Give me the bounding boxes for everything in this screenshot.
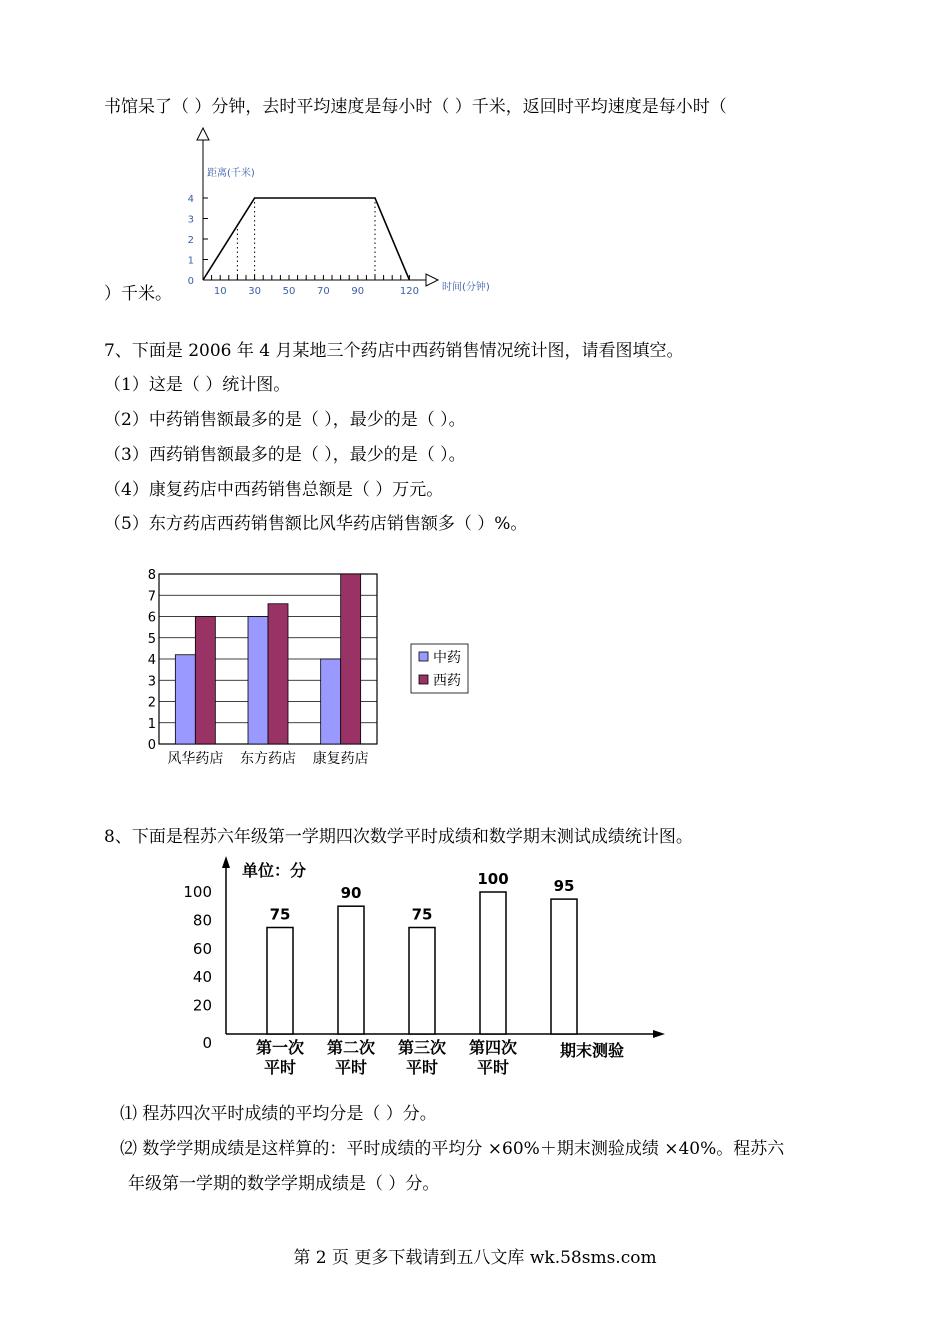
score-bar xyxy=(267,928,293,1035)
q7-intro: 7、下面是 2006 年 4 月某地三个药店中西药销售情况统计图，请看图填空。 xyxy=(104,341,684,361)
score-bar xyxy=(409,928,435,1035)
bar-xiyao xyxy=(195,617,215,745)
category-label: 第二次 xyxy=(326,1038,376,1057)
y-tick-label: 2 xyxy=(187,235,194,246)
category-label: 第一次 xyxy=(255,1038,305,1057)
y-tick-label: 3 xyxy=(187,214,194,226)
category-label: 第三次 xyxy=(397,1038,447,1057)
x-tick-label: 70 xyxy=(317,286,330,297)
category-label: 平时 xyxy=(263,1058,297,1077)
value-label: 95 xyxy=(553,877,575,896)
y-tick-label: 0 xyxy=(202,1034,212,1052)
category-label: 康复药店 xyxy=(312,751,369,767)
bar-zhongyao xyxy=(175,655,195,744)
legend-swatch xyxy=(419,652,428,661)
bar-xiyao xyxy=(341,574,361,744)
q8-item-2: ⑵ 数学学期成绩是这样算的：平时成绩的平均分 ×60%＋期末测验成绩 ×40%。程苏六 xyxy=(120,1139,785,1159)
value-label: 90 xyxy=(340,884,362,903)
legend-swatch xyxy=(419,675,428,684)
y-tick-label: 0 xyxy=(187,276,194,287)
q7-item-4: （4）康复药店中西药销售总额是（ ）万元。 xyxy=(104,480,444,500)
category-label: 东方药店 xyxy=(240,751,296,767)
score-bar-chart xyxy=(170,856,670,1086)
legend-label: 西药 xyxy=(433,673,461,689)
x-axis-arrow xyxy=(653,1030,665,1038)
category-label: 期末测验 xyxy=(559,1041,625,1060)
x-tick-label: 30 xyxy=(248,286,261,297)
page-footer: 第 2 页 更多下载请到五八文库 wk.58sms.com xyxy=(293,1248,657,1268)
y-tick-label: 7 xyxy=(147,589,156,605)
y-axis-label: 距离(千米) xyxy=(207,168,255,179)
y-tick-label: 2 xyxy=(147,695,156,711)
q6-text-line2: ）千米。 xyxy=(104,284,172,304)
value-label: 100 xyxy=(477,870,509,888)
q7-item-5: （5）东方药店西药销售额比风华药店销售额多（ ）%。 xyxy=(104,514,528,534)
y-tick-label: 60 xyxy=(192,939,212,958)
x-axis-arrow xyxy=(426,274,438,286)
x-axis-label: 时间(分钟) xyxy=(442,282,490,293)
q8-item-1: ⑴ 程苏四次平时成绩的平均分是（ ）分。 xyxy=(120,1104,437,1124)
y-tick-label: 100 xyxy=(183,883,212,901)
category-label: 平时 xyxy=(476,1058,510,1077)
q8-intro: 8、下面是程苏六年级第一学期四次数学平时成绩和数学期末测试成绩统计图。 xyxy=(104,827,693,847)
y-tick-label: 6 xyxy=(147,610,156,626)
q7-item-1: （1）这是（ ）统计图。 xyxy=(104,375,291,395)
value-label: 75 xyxy=(411,905,433,924)
category-label: 风华药店 xyxy=(167,751,224,767)
x-tick-label: 120 xyxy=(399,286,419,297)
distance-time-graph xyxy=(180,124,510,304)
y-tick-label: 1 xyxy=(187,255,194,267)
category-label: 平时 xyxy=(334,1058,368,1077)
y-tick-label: 20 xyxy=(192,996,212,1015)
y-tick-label: 80 xyxy=(192,911,212,930)
y-tick-label: 1 xyxy=(147,716,156,732)
x-tick-label: 90 xyxy=(351,286,365,297)
score-bar xyxy=(480,892,506,1034)
score-bar xyxy=(551,899,577,1034)
y-tick-label: 4 xyxy=(147,653,156,668)
q7-item-2: （2）中药销售额最多的是（ ），最少的是（ ）。 xyxy=(104,410,466,430)
q8-item-3: 年级第一学期的数学学期成绩是（ ）分。 xyxy=(128,1174,440,1194)
q6-text-line1: 书馆呆了（ ）分钟，去时平均速度是每小时（ ）千米，返回时平均速度是每小时（ xyxy=(104,97,727,117)
bar-xiyao xyxy=(268,604,288,744)
bar-zhongyao xyxy=(248,617,268,745)
value-label: 75 xyxy=(269,905,291,924)
category-label: 第四次 xyxy=(468,1038,518,1057)
q7-item-3: （3）西药销售额最多的是（ ），最少的是（ ）。 xyxy=(104,445,466,465)
category-label: 平时 xyxy=(405,1058,439,1077)
bar-zhongyao xyxy=(321,659,341,744)
y-tick-label: 5 xyxy=(147,631,156,647)
y-tick-label: 3 xyxy=(147,674,156,690)
y-tick-label: 8 xyxy=(147,568,156,583)
distance-line xyxy=(203,198,409,280)
y-tick-label: 40 xyxy=(192,968,212,987)
y-axis-arrow xyxy=(222,856,230,868)
y-tick-label: 0 xyxy=(147,738,156,753)
y-axis-arrow xyxy=(197,128,209,140)
x-tick-label: 50 xyxy=(282,286,296,297)
unit-label: 单位：分 xyxy=(242,861,307,880)
y-tick-label: 4 xyxy=(187,194,194,205)
legend-label: 中药 xyxy=(433,650,461,666)
score-bar xyxy=(338,906,364,1034)
pharmacy-sales-bar-chart xyxy=(140,562,480,772)
x-tick-label: 10 xyxy=(213,286,227,297)
